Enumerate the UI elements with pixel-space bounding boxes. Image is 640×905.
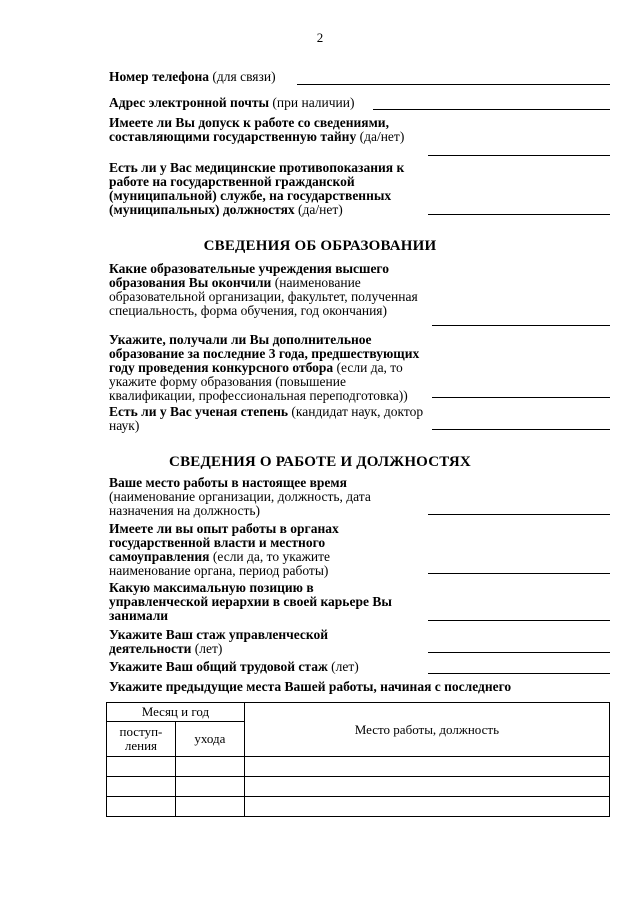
section-work-title: СВЕДЕНИЯ О РАБОТЕ И ДОЛЖНОСТЯХ: [169, 454, 471, 470]
additional-education-answer-line[interactable]: [432, 397, 610, 398]
total-experience-label: Укажите Ваш общий трудовой стаж (лет): [109, 659, 359, 674]
place-cell[interactable]: [244, 777, 609, 797]
place-position-header: Место работы, должность: [244, 703, 609, 757]
entry-cell[interactable]: [107, 757, 176, 777]
table-row: [107, 777, 610, 797]
academic-degree-label: Есть ли у Вас ученая степень (кандидат наук, доктор наук): [109, 404, 424, 433]
government-experience-label: Имеете ли вы опыт работы в органах государственной власти и местного самоуправления (если да, то укажите наименование органа, период работы): [109, 521, 339, 578]
government-experience-answer-line[interactable]: [428, 573, 610, 574]
table-row: [107, 797, 610, 817]
academic-degree-answer-line[interactable]: [432, 429, 610, 430]
exit-cell[interactable]: [175, 797, 244, 817]
table-row: [107, 757, 610, 777]
exit-cell[interactable]: [175, 757, 244, 777]
exit-cell[interactable]: [175, 777, 244, 797]
clearance-answer-line[interactable]: [428, 155, 610, 156]
entry-cell[interactable]: [107, 777, 176, 797]
section-education-title: СВЕДЕНИЯ ОБ ОБРАЗОВАНИИ: [203, 238, 437, 254]
clearance-label: Имеете ли Вы допуск к работе со сведениями, составляющими государственную тайну (да/нет): [109, 115, 405, 144]
phone-label: Номер телефона (для связи): [109, 69, 276, 84]
management-experience-label: Укажите Ваш стаж управленческой деятельности (лет): [109, 627, 329, 656]
page-number: 2: [316, 30, 324, 45]
max-position-answer-line[interactable]: [428, 620, 610, 621]
previous-jobs-table: [106, 702, 610, 817]
higher-education-label: Какие образовательные учреждения высшего образования Вы окончили (наименование образовательной организации, факультет, полученная специальность, форма обучения, год окончания): [109, 261, 418, 318]
additional-education-label: Укажите, получали ли Вы дополнительное образование за последние 3 года, предшествующих году проведения конкурсного отбора (если да, то укажите форму образования (повышение квалификации, профессиональная переподготовка)): [109, 332, 420, 403]
place-cell[interactable]: [244, 757, 609, 777]
exit-header: ухода: [175, 722, 244, 757]
medical-label: Есть ли у Вас медицинские противопоказания к работе на государственной гражданской (муниципальной) службе, на государственных (муниципальных) должностях (да/нет): [109, 160, 405, 217]
email-label: Адрес электронной почты (при наличии): [109, 95, 355, 110]
current-job-answer-line[interactable]: [428, 514, 610, 515]
entry-header: поступ-ления: [107, 722, 176, 757]
medical-answer-line[interactable]: [428, 214, 610, 215]
email-answer-line[interactable]: [373, 109, 610, 110]
max-position-label: Какую максимальную позицию в управленческой иерархии в своей карьере Вы занимали: [109, 580, 392, 623]
higher-education-answer-line[interactable]: [432, 325, 610, 326]
place-cell[interactable]: [244, 797, 609, 817]
phone-answer-line[interactable]: [297, 84, 610, 85]
total-experience-answer-line[interactable]: [428, 673, 610, 674]
current-job-label: Ваше место работы в настоящее время (наименование организации, должность, дата назначения на должность): [109, 475, 371, 518]
month-year-header: Месяц и год: [107, 703, 245, 722]
entry-cell[interactable]: [107, 797, 176, 817]
management-experience-answer-line[interactable]: [428, 652, 610, 653]
previous-jobs-caption: Укажите предыдущие места Вашей работы, начиная с последнего: [109, 679, 512, 694]
